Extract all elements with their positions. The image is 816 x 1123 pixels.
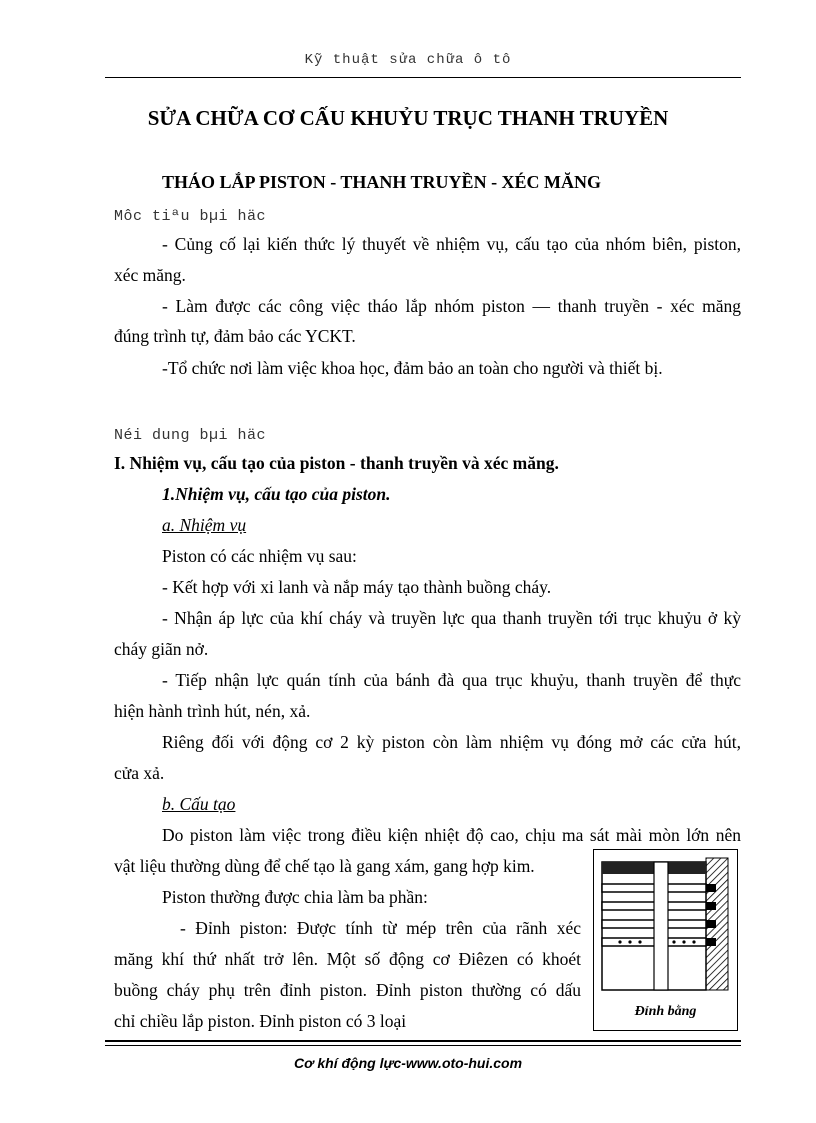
page-footer: Cơ khí động lực-www.oto-hui.com	[293, 1055, 523, 1071]
footer-rule-thin	[105, 1045, 741, 1046]
figure-caption: Đỉnh bằng	[634, 1004, 697, 1019]
objectives-heading: Môc tiªu bµi häc	[114, 208, 267, 225]
piston-figure	[593, 849, 738, 1031]
text-line: Do piston làm việc trong điều kiện nhiệt độ cao, chịu ma sát mài mòn lớn nên	[162, 825, 741, 845]
objective-line: đúng trình tự, đảm bảo các YCKT.	[114, 326, 356, 346]
objective-line: -Tổ chức nơi làm việc khoa học, đảm bảo an toàn cho người và thiết bị.	[162, 358, 663, 378]
text-line: buồng cháy phụ trên đỉnh piston. Đỉnh piston thường có dấu	[114, 980, 581, 1000]
text-line: măng khí thứ nhất trở lên. Một số động cơ Điêzen có khoét	[114, 949, 581, 969]
section-subtitle: THÁO LẮP PISTON - THANH TRUYỀN - XÉC MĂNG	[162, 172, 602, 192]
piston-crown-drawing	[594, 850, 736, 1000]
text-line: cháy giãn nở.	[114, 639, 209, 659]
objective-line: - Làm được các công việc tháo lắp nhóm piston — thanh truyền - xéc măng	[162, 296, 741, 316]
page-header: Kỹ thuật sửa chữa ô tô	[304, 52, 512, 68]
text-line: cửa xả.	[114, 763, 165, 783]
text-line: vật liệu thường dùng để chế tạo là gang xám, gang hợp kim.	[114, 856, 535, 876]
text-line: - Tiếp nhận lực quán tính của bánh đà qua trục khuỷu, thanh truyền để thực	[162, 670, 741, 690]
text-line: hiện hành trình hút, nén, xả.	[114, 701, 311, 721]
text-line: Piston thường được chia làm ba phần:	[162, 887, 428, 907]
subsection-b-heading: b. Cấu tạo	[162, 794, 236, 814]
subsection-heading: 1.Nhiệm vụ, cấu tạo của piston.	[162, 484, 391, 504]
text-line: chỉ chiều lắp piston. Đỉnh piston có 3 loại	[114, 1011, 407, 1031]
header-rule	[105, 77, 741, 78]
content-heading: Néi dung bµi häc	[114, 427, 267, 444]
text-line: - Đỉnh piston: Được tính từ mép trên của rãnh xéc	[180, 918, 581, 938]
page-title: SỬA CHỮA CƠ CẤU KHUỶU TRỤC THANH TRUYỀN	[147, 106, 669, 130]
text-line: - Kết hợp với xi lanh và nắp máy tạo thành buồng cháy.	[162, 577, 552, 597]
text-line: Piston có các nhiệm vụ sau:	[162, 546, 357, 566]
text-line: - Nhận áp lực của khí cháy và truyền lực qua thanh truyền tới trục khuỷu ở kỳ	[162, 608, 741, 628]
objective-line: - Củng cố lại kiến thức lý thuyết về nhiệm vụ, cấu tạo của nhóm biên, piston,	[162, 234, 741, 254]
footer-rule-thick	[105, 1040, 741, 1042]
text-line: Riêng đối với động cơ 2 kỳ piston còn làm nhiệm vụ đóng mở các cửa hút,	[162, 732, 741, 752]
subsection-a-heading: a. Nhiệm vụ	[162, 515, 247, 535]
objective-line: xéc măng.	[114, 265, 186, 285]
section-heading: I. Nhiệm vụ, cấu tạo của piston - thanh truyền và xéc măng.	[114, 453, 559, 473]
